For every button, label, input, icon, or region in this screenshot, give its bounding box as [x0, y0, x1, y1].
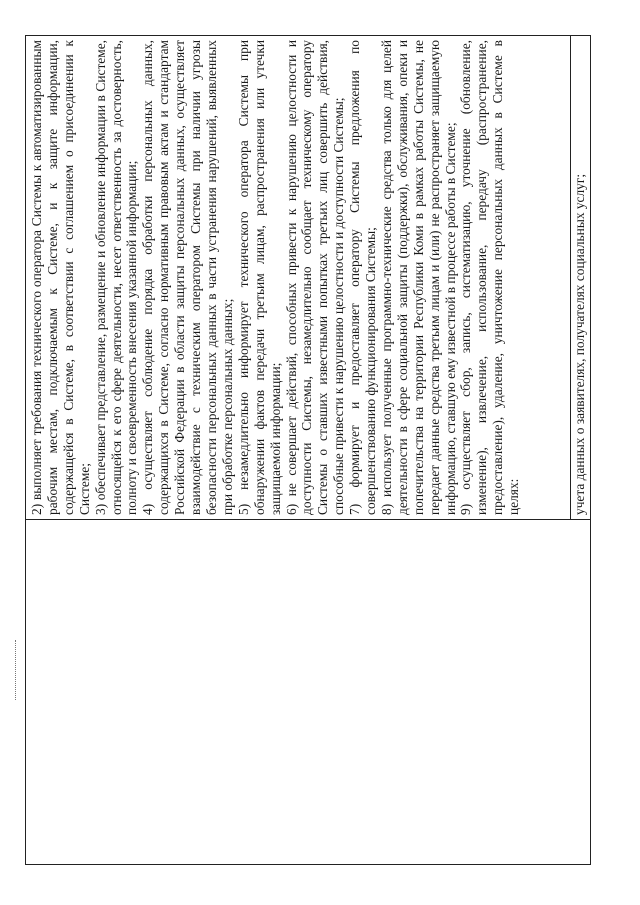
table-last-row: учета данных о заявителях, получателях социальных услуг;	[570, 36, 590, 519]
list-item: 2) выполняет требования технического оператора Системы к автоматизированным рабочим местам, подключаемым к Системе, и к защите информации, содержащейся в Системе, в соответствии с соглашением о присоединении к Системе;	[29, 40, 92, 515]
list-item: 8) использует полученные программно-технические средства только для целей деятельности в сфере социальной защиты (поддержки), обслуживания, опеки и попечительства на территории Республики Коми в рамках работы Системы, не передает данные средства третьим лицам и (или) не распространяет защищаемую информацию, ставшую ему известной в процессе работы в Системе;	[378, 40, 458, 515]
list-item: 7) формирует и предоставляет оператору Системы предложения по совершенствованию функционирования Системы;	[347, 40, 379, 515]
duties-list	[26, 36, 522, 519]
list-item: 6) не совершает действий, способных привести к нарушению целостности и доступности Системы, незамедлительно сообщает техническому оператору Системы о ставших известными попытках третьих лиц совершить действия, способные привести к нарушению целостности и доступности Системы;	[283, 40, 347, 515]
rotated-content	[25, 35, 591, 865]
table-right-column	[26, 36, 590, 519]
list-item: 5) незамедлительно информирует технического оператора Системы при обнаружении фактов передачи третьим лицам, распространения или утечки защищаемой информации;	[235, 40, 283, 515]
list-item: 3) обеспечивает представление, размещение и обновление информации в Системе, относящейся к его сфере деятельности, несет ответственность за достоверность, полноту и своевременность внесения указанной информации;	[92, 40, 140, 515]
list-item: 9) осуществляет сбор, запись, систематизацию, уточнение (обновление, изменение), извлечение, использование, передачу (распространение, предоставление), удаление, уничтожение персональных данных в Системе в целях:	[458, 40, 522, 515]
binding-margin-mark	[15, 640, 17, 700]
document-table	[25, 35, 591, 865]
list-item: 4) осуществляет соблюдение порядка обработки персональных данных, содержащихся в Системе, согласно нормативным правовым актам и стандартам Российской Федерации в области защиты персональных данных, осуществляет взаимодействие с техническим оператором Системы при наличии угрозы безопасности персональных данных в части устранения нарушений, выявленных при обработке персональных данных;	[140, 40, 235, 515]
table-left-column	[26, 519, 590, 864]
